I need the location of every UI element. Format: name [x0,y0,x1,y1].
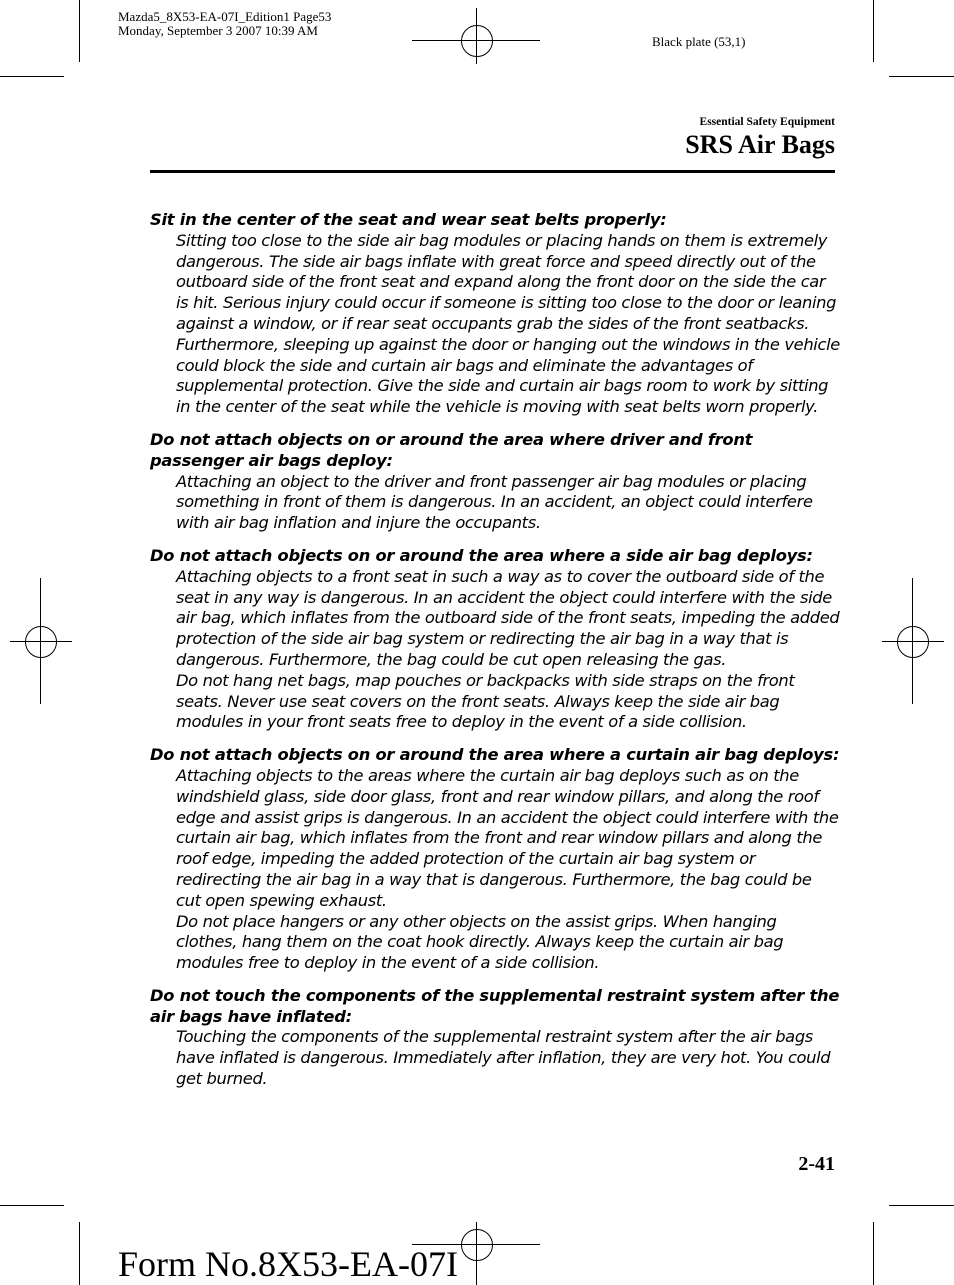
page-title: SRS Air Bags [685,130,835,159]
warning-heading: Do not attach objects on or around the area where a side air bag deploys: [150,545,813,565]
registration-circle [461,1229,493,1261]
warning-text: Attaching objects to the areas where the curtain air bag deploys such as on the windshield glass, side door glass, front and rear window pillars, and along the roof edge and assist grips is dangerous. In an accident the object could interfere with the curtain air bag, which inflates from the front and rear window pillars and along the roof edge, impeding the added protection of the curtain air bag system or redirecting the air bag in a way that is dangerous. Furthermore, the bag could be cut open spewing exhaust. [176,765,839,910]
warning-heading: Do not attach objects on or around the area where a curtain air bag deploys: [150,745,840,765]
warning-text: Do not hang net bags, map pouches or backpacks with side straps on the front seats. Never use seat covers on the front seats. Always keep the side air bag modules in your front seats free to deploy in the event of a side collision. [176,670,795,732]
section-label: Essential Safety Equipment [699,116,835,128]
crop-mark [873,1222,874,1285]
warning-item [150,986,840,1090]
crop-mark [889,1205,954,1206]
warning-item [150,430,840,534]
crop-mark [0,76,64,77]
page-number: 2-41 [798,1153,835,1175]
registration-circle [25,626,57,658]
crop-mark [873,0,874,62]
print-file-line: Mazda5_8X53-EA-07I_Edition1 Page53 [118,9,332,24]
crop-mark [0,1205,64,1206]
crop-mark [79,0,80,62]
registration-circle [897,626,929,658]
main-content [150,210,840,1102]
form-number: Form No.8X53-EA-07I [118,1244,458,1284]
crop-mark [79,1222,80,1285]
warning-text: Touching the components of the supplemental restraint system after the air bags have inflated is dangerous. Immediately after inflation, they are very hot. You could get burned. [176,1027,831,1089]
warning-item [150,745,840,974]
warning-text: Attaching an object to the driver and front passenger air bag modules or placing something in front of them is dangerous. In an accident, an object could interfere with air bag inflation and injure the occupants. [176,471,813,533]
warning-text: Do not place hangers or any other objects on the assist grips. When hanging clothes, hang them on the coat hook directly. Always keep the curtain air bag modules free to deploy in the event of a side collision. [176,911,784,973]
warning-item [150,210,840,418]
warning-heading: Sit in the center of the seat and wear seat belts properly: [150,210,667,229]
warning-text: Attaching objects to a front seat in such a way as to cover the outboard side of the seat in any way is dangerous. In an accident the object could interfere with the side air bag, which inflates from the outboard side of the front seats, impeding the added protection of the side air bag system or redirecting the air bag in a way that is dangerous. Furthermore, the bag could be cut open releasing the gas. [176,566,840,669]
warning-item [150,546,840,733]
warning-text: Sitting too close to the side air bag modules or placing hands on them is extremely dangerous. The side air bags inflate with great force and speed directly out of the outboard side of the front seat and expand along the front door on the side the car is hit. Serious injury could occur if someone is sitting too close to the door or leaning against a window, or if rear seat occupants grab the sides of the front seatbacks. Furthermore, sleeping up against the door or hanging out the windows in the vehicle could block the side and curtain air bags and eliminate the advantages of supplemental protection. Give the side and curtain air bags room to work by sitting in the center of the seat while the vehicle is moving with seat belts worn properly. [176,230,840,417]
registration-circle [461,25,493,57]
warning-heading: Do not touch the components of the supplemental restraint system after the air bags have inflated: [150,985,840,1026]
crop-mark [889,76,954,77]
warning-heading: Do not attach objects on or around the area where driver and front passenger air bags deploy: [150,429,753,470]
header-rule [150,170,835,173]
print-plate: Black plate (53,1) [652,34,746,49]
print-date-line: Monday, September 3 2007 10:39 AM [118,23,318,38]
